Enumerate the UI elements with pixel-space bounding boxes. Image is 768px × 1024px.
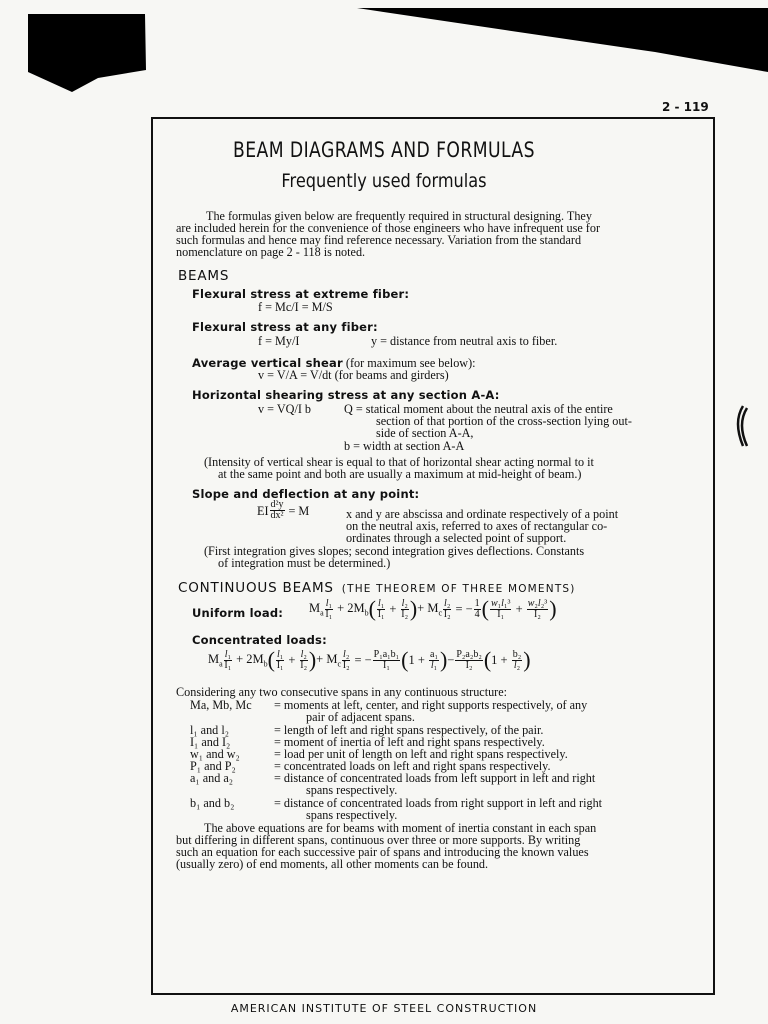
horiz-shear-label: Horizontal shearing stress at any section A-A: xyxy=(192,388,500,402)
concentrated-loads-label: Concentrated loads: xyxy=(192,633,327,647)
horiz-shear-q-1: Q = statical moment about the neutral axis of the entire xyxy=(344,402,613,416)
slope-note-1: (First integration gives slopes; second integration gives deflections. Constants xyxy=(204,544,585,558)
slope-desc-1: x and y are abscissa and ordinate respectively of a point xyxy=(346,507,619,521)
def-desc-6: = distance of concentrated loads from right support in left and right xyxy=(274,796,603,810)
horiz-shear-b: b = width at section A-A xyxy=(344,439,465,453)
flex-extreme-formula: f = Mc/I = M/S xyxy=(258,300,333,314)
intro-line-3: such formulas and hence may find reference necessary. Variation from the standard xyxy=(176,233,582,247)
horiz-shear-q-3: side of section A-A, xyxy=(376,426,474,440)
slope-note-2: of integration must be determined.) xyxy=(218,556,391,570)
closing-line-4: (usually zero) of end moments, all other moments can be found. xyxy=(176,857,489,871)
intro-line-4: nomenclature on page 2 - 118 is noted. xyxy=(176,245,366,259)
page-number: 2 - 119 xyxy=(662,100,709,114)
uniform-load-label: Uniform load: xyxy=(192,606,284,620)
slope-formula xyxy=(257,500,309,521)
def-desc-1: = length of left and right spans respectively, of the pair. xyxy=(274,723,544,737)
uniform-load-equation: $M_a$ $\frac{\text{l₁}}{\text{I₁}}$ + $2M_b$ ( $\frac{\text{l₁}}{\text{I₁}}$ + $\frac{\text{l₂}}{\text{I₂}}$ ) + $M_c$ $\frac{\text{l₂}}{\text{I₂}}$ = − $\frac{1}{4}$ ( $\frac{\text{w₁l₁³}}{\text{I₁}}$ + $\frac{\text{w₂l₂³}}{\text{I₂}}$ ) xyxy=(309,596,557,621)
def-sym-0: Ma, Mb, Mc xyxy=(190,698,252,712)
closing-line-3: such an equation for each successive pair of spans and introducing the known values xyxy=(176,845,589,859)
flex-extreme-label: Flexural stress at extreme fiber: xyxy=(192,287,410,301)
def-cont-0: pair of adjacent spans. xyxy=(306,710,415,724)
intro-line-2: are included herein for the convenience of those engineers who have infrequent use for xyxy=(176,221,601,235)
closing-line-1: The above equations are for beams with moment of inertia constant in each span xyxy=(204,821,597,835)
avg-shear-label: Average vertical shear xyxy=(192,356,343,370)
def-desc-5: = distance of concentrated loads from left support in left and right xyxy=(274,771,596,785)
flex-any-formula: f = My/I xyxy=(258,334,300,348)
section-heading-continuous xyxy=(178,579,576,597)
slope-derivative xyxy=(270,500,285,521)
def-sym-5: a₁ and a₂ xyxy=(190,771,234,785)
horiz-shear-note-1: (Intensity of vertical shear is equal to that of horizontal shear acting normal to it xyxy=(204,455,594,469)
def-desc-0: = moments at left, center, and right supports respectively, of any xyxy=(274,698,588,712)
slope-desc-2: on the neutral axis, referred to axes of rectangular co- xyxy=(346,519,608,533)
flex-any-note: y = distance from neutral axis to fiber. xyxy=(371,334,558,348)
flex-any-label: Flexural stress at any fiber: xyxy=(192,320,378,334)
slope-eq: = M xyxy=(288,503,310,518)
def-sym-4: P₁ and P₂ xyxy=(190,759,236,773)
avg-shear-formula: v = V/A = V/dt (for beams and girders) xyxy=(258,368,449,382)
section-heading-beams: BEAMS xyxy=(178,268,230,284)
slope-label: Slope and deflection at any point: xyxy=(192,487,420,501)
scan-artifact-top-right xyxy=(355,0,768,80)
def-cont-5: spans respectively. xyxy=(306,783,398,797)
def-sym-6: b₁ and b₂ xyxy=(190,796,235,810)
concentrated-loads-equation: $M_a$ $\frac{\text{l₁}}{\text{I₁}}$ + $2M_b$ ( $\frac{\text{l₁}}{\text{I₁}}$ + $\frac{\text{l₂}}{\text{I₂}}$ ) + $M_c$ $\frac{\text{l₂}}{\text{I₂}}$ = − $\frac{\text{P₁a₁b₁}}{\text{I₁}}$ ( 1 + $\frac{\text{a₁}}{\text{l₁}}$ ) − $\frac{\text{P₂a₂b₂}}{\text{I₂}}$ ( 1 + $\frac{\text{b₂}}{\text{l₂}}$ ) xyxy=(208,647,531,672)
def-cont-6: spans respectively. xyxy=(306,808,398,822)
slope-num: d²y xyxy=(270,499,284,510)
slope-desc-3: ordinates through a selected point of support. xyxy=(346,531,567,545)
page-footer: AMERICAN INSTITUTE OF STEEL CONSTRUCTION xyxy=(230,1002,538,1015)
continuous-heading: CONTINUOUS BEAMS xyxy=(178,580,334,596)
def-sym-3: w₁ and w₂ xyxy=(190,747,240,761)
def-desc-2: = moment of inertia of left and right spans respectively. xyxy=(274,735,545,749)
def-sym-1: l₁ and l₂ xyxy=(190,723,229,737)
horiz-shear-formula: v = VQ/I b xyxy=(258,402,312,416)
horiz-shear-note-2: at the same point and both are usually a maximum at mid-height of beam.) xyxy=(218,467,582,481)
avg-shear-label-rest: (for maximum see below): xyxy=(342,356,476,370)
slope-ei: EI xyxy=(257,503,269,518)
intro-line-1: The formulas given below are frequently required in structural designing. They xyxy=(206,209,592,223)
closing-line-2: but differing in different spans, continuous over three or more supports. By writing xyxy=(176,833,581,847)
horiz-shear-q-2: section of that portion of the cross-section lying out- xyxy=(376,414,632,428)
page-subtitle: Frequently used formulas xyxy=(281,170,487,192)
scan-artifact-top-left xyxy=(0,0,150,110)
continuous-heading-sub: (THE THEOREM OF THREE MOMENTS) xyxy=(341,583,576,595)
considering-line: Considering any two consecutive spans in any continuous structure: xyxy=(176,685,508,699)
scan-artifact-right-margin xyxy=(733,402,753,452)
def-desc-3: = load per unit of length on left and right spans respectively. xyxy=(274,747,568,761)
page-title: BEAM DIAGRAMS AND FORMULAS xyxy=(233,138,535,162)
slope-den: dx² xyxy=(270,510,284,521)
def-desc-4: = concentrated loads on left and right spans respectively. xyxy=(274,759,551,773)
def-sym-2: I₁ and I₂ xyxy=(190,735,231,749)
